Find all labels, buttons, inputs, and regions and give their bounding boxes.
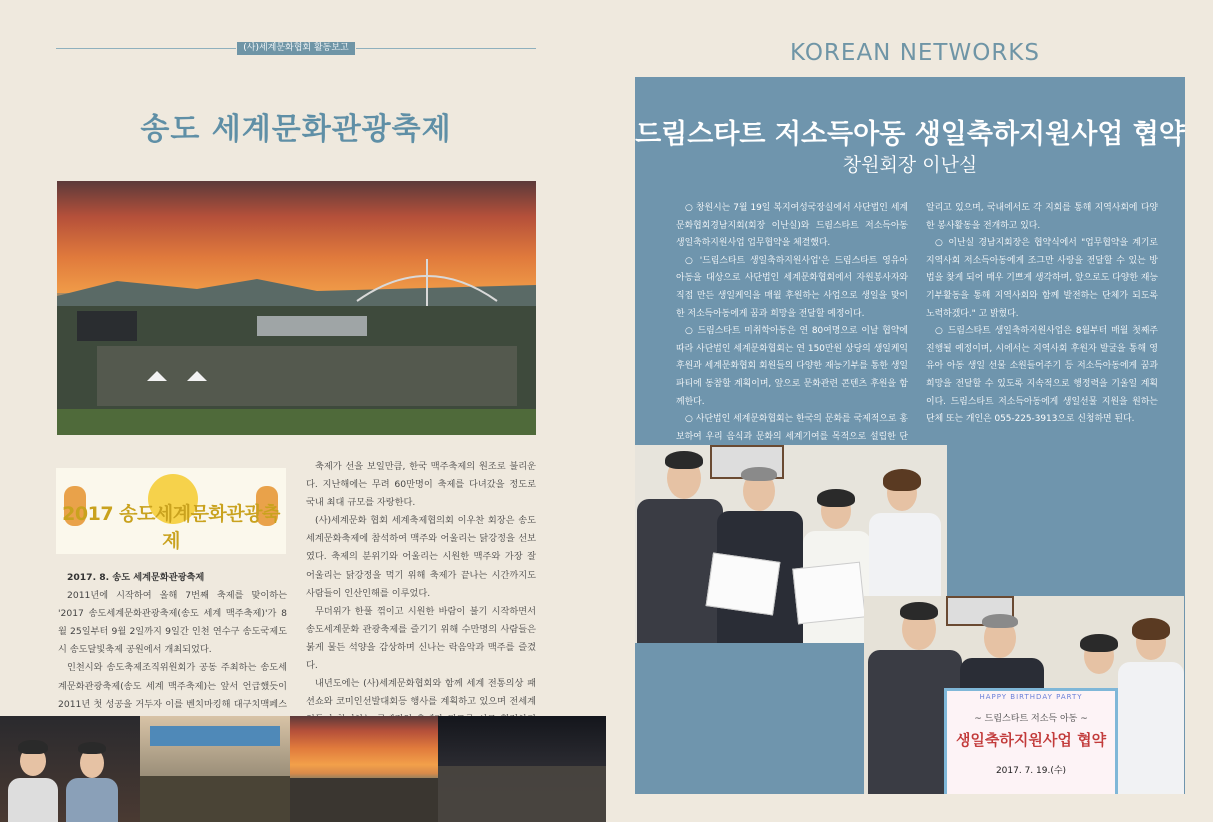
paragraph: 축제가 선을 보일만큼, 한국 맥주축제의 원조로 불리운다. 지난해에는 무려 60만명이 축제를 다녀갔을 정도로 국내 최대 규모를 자랑한다. bbox=[306, 461, 536, 509]
banner-subline: ~ 드림스타트 저소득 아동 ~ bbox=[974, 714, 1088, 724]
paragraph: ○ 사단법인 세계문화협회는 한국의 문화를 국제적으로 홍보하여 우리 음식과 문화의 세계기여를 목적으로 설립한 단 bbox=[676, 414, 908, 442]
agreement-document bbox=[792, 562, 865, 625]
page-subtitle: 창원회장 이난실 bbox=[842, 154, 978, 176]
paragraph: 내년도에는 (사)세계문화협회와 함께 세계 전통의상 패션쇼와 코미인선발대회등 행사를 계획하고 있으며 전세계 bbox=[306, 678, 536, 708]
festival-scene-illustration bbox=[57, 181, 536, 435]
magazine-section-header: KOREAN NETWORKS bbox=[790, 40, 1040, 66]
festival-tent-photo bbox=[140, 716, 290, 822]
section-rule-right bbox=[356, 48, 536, 49]
section-rule-left bbox=[56, 48, 236, 49]
article-column-2 bbox=[926, 200, 1158, 429]
page-title-right: 드림스타트 저소득아동 생일축하지원사업 협약 bbox=[635, 119, 1185, 150]
night-crowd-photo bbox=[438, 716, 606, 822]
article-subheading: 2017. 8. 송도 세계문화관광축제 bbox=[67, 572, 205, 583]
festival-logo-text: 2017 송도세계문화관광축제 bbox=[62, 503, 280, 552]
sunset-crowd-photo bbox=[290, 716, 438, 822]
paragraph: ○ 이난실 경남지회장은 협약식에서 "업무협약을 계기로 지역사회 저소득아동에게 조그만 사랑을 전달할 수 있는 방법을 찾게 되어 매우 기쁘게 생각하며, 앞으로도 다양한 재능기부활동을 통해 지역사회와 함께 발전하는 단체가 되도록 노력하겠다." 고 밝혔다. bbox=[926, 238, 1158, 319]
festival-logo-card bbox=[56, 468, 286, 554]
paragraph: 2011년에 시작하여 올해 7번째 축제를 맞이하는 '2017 송도세계문화관광축제(송도 세계 맥주축제)'가 8월 25일부터 9월 2일까지 9일간 인천 연수구 송도국제도시 송도달빛축제 공원에서 개최되었다. bbox=[58, 590, 287, 656]
paragraph: (사)세계문화 협회 세계축제협의회 이우찬 회장은 송도세계문화축제에 참석하여 맥주와 어울리는 닭강정을 선보였다. 축제의 분위기와 어울리는 시원한 맥주와 가장 잘 어울리는 닭강정을 먹기 위해 축제가 끝나는 시간까지도 사람들이 인산인해를 이루었다. bbox=[306, 515, 536, 599]
paragraph: ○ 드림스타트 미취학아동은 연 80여명으로 이날 협약에 따라 사단법인 세계문화협회는 연 150만원 상당의 생일케익 후원과 세계문화협회 회원들의 다양한 재능기부를 통한 생일파티에 동참할 계획이며, 앞으로 문화관련 콘텐츠 후원을 함께한다. bbox=[676, 326, 908, 407]
people-photo bbox=[0, 716, 140, 822]
birthday-agreement-banner bbox=[944, 688, 1118, 794]
paragraph: 알리고 있으며, 국내에서도 각 지회를 통해 지역사회에 다양한 봉사활동을 전개하고 있다. bbox=[926, 203, 1158, 231]
paragraph: 인천시와 송도축제조직위원회가 공동 주최하는 송도세계문화관광축제(송도 세계 맥주축제)는 앞서 언급했듯이 2011년 첫 성공을 거두자 이를 벤치마킹해 대구치맥페스 bbox=[58, 662, 287, 710]
paragraph: ○ '드림스타트 생일축하지원사업'은 드림스타트 영유아 아동을 대상으로 사단법인 세계문화협회에서 자원봉사자와 직접 만든 생일케익을 매월 후원하는 사업으로 생일을 맞이한 저소득아동에게 꿈과 희망을 전달할 예정이다. bbox=[676, 255, 908, 319]
banner-date: 2017. 7. 19.(수) bbox=[995, 766, 1067, 776]
festival-main-photo bbox=[57, 181, 536, 435]
paragraph: 무더위가 한풀 꺾이고 시원한 바람이 불기 시작하면서 송도세계문화 관광축제를 즐기기 위해 수만명의 사람들은 붉게 물든 석양을 감상하며 신나는 락음악과 맥주를 즐겼다. bbox=[306, 605, 536, 672]
banner-headline: 생일축하지원사업 협약 bbox=[955, 731, 1107, 749]
birthday-banner-photo bbox=[864, 596, 1184, 794]
banner-top-line: HAPPY BIRTHDAY PARTY bbox=[979, 693, 1083, 701]
paragraph: ○ 창원시는 7월 19일 복지여성국장실에서 사단법인 세계문화협회경남지회(회장 이난실)와 드림스타트 저소득아동 생일축하지원사업 업무협약을 체결했다. bbox=[676, 203, 908, 249]
article-column-1 bbox=[676, 200, 908, 482]
paragraph: ○ 드림스타트 생일축하지원사업은 8월부터 매월 첫째주 진행될 예정이며, 시에서는 지역사회 후원자 발굴을 통해 영유아 아동 생일 선물 소원들어주기 등 저소득아동에게 꿈과 희망을 전달할 수 있도록 지속적으로 행정력을 기울일 계획이다. 드림스타트 저소득아동에게 생일선물 지원을 원하는 단체 또는 개인은 055-225-3913으로 신청하면 된다. bbox=[926, 326, 1158, 425]
agreement-document bbox=[706, 553, 781, 616]
section-tag: (사)세계문화협회 활동보고 bbox=[237, 42, 355, 55]
page-title-left: 송도 세계문화관광축제 bbox=[140, 112, 452, 147]
article-column-1 bbox=[58, 569, 287, 732]
